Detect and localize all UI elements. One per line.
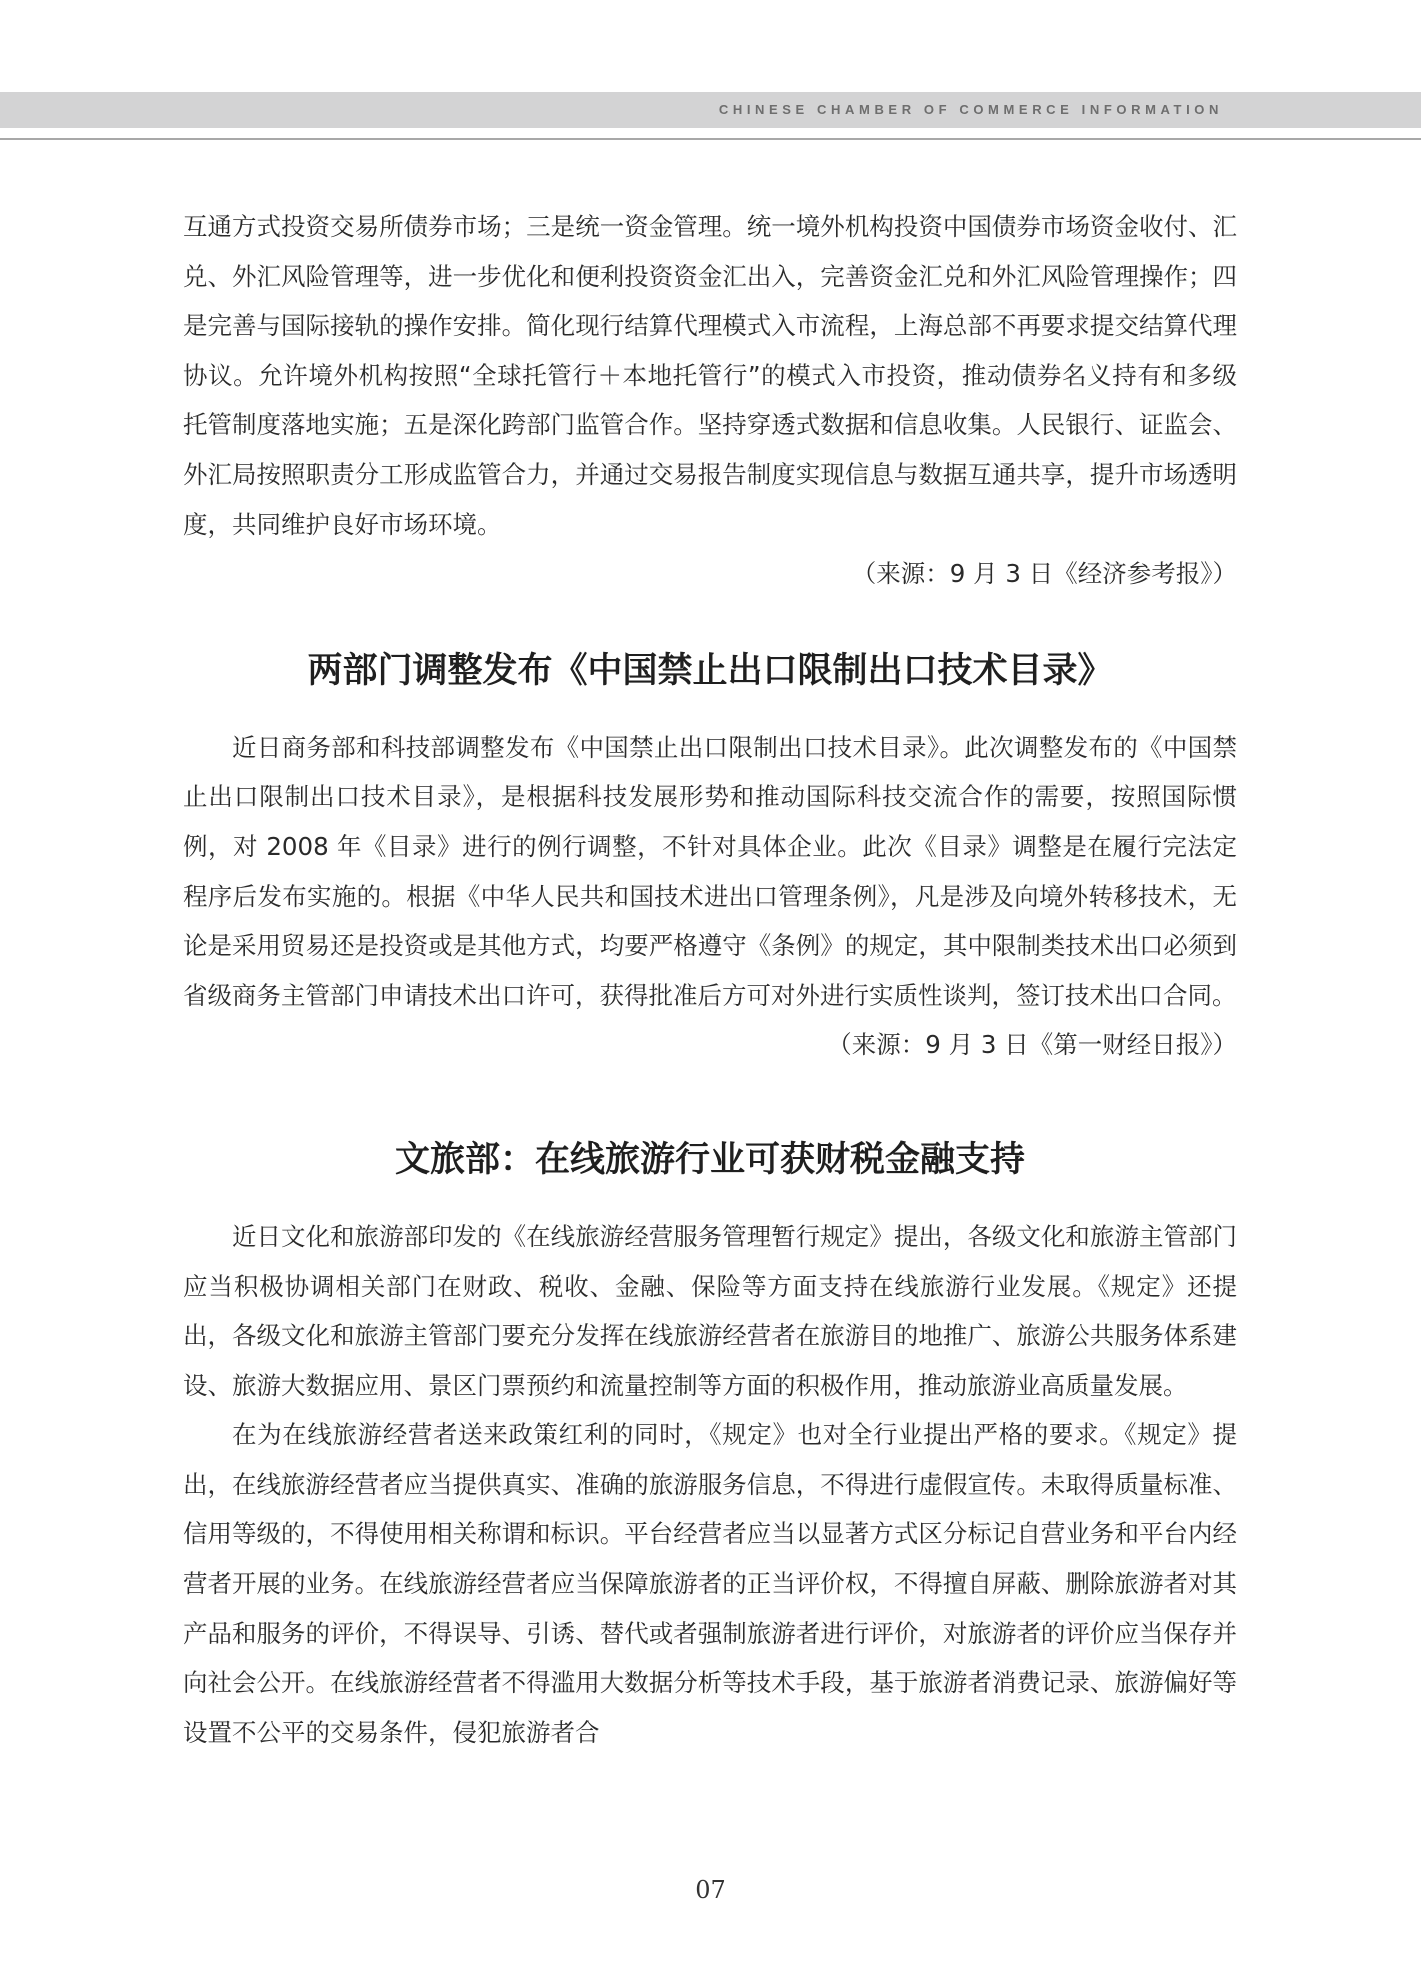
article2-body-text: 近日商务部和科技部调整发布《中国禁止出口限制出口技术目录》。此次调整发布的《中国禁止出口限制出口技术目录》，是根据科技发展形势和推动国际科技交流合作的需要，按照国际惯例，对 2008 年《目录》进行的例行调整，不针对具体企业。此次《目录》调整是在履行完法定程序后发布实施的。根据《中华人民共和国技术进出口管理条例》，凡是涉及向境外转移技术，无论是采用贸易还是投资或是其他方式，均要严格遵守《条例》的规定，其中限制类技术出口必须到省级商务主管部门申请技术出口许可，获得批准后方可对外进行实质性谈判，签订技术出口合同。 xyxy=(183,732,1237,1010)
article2-body xyxy=(183,723,1237,1060)
article1-continued-text: 互通方式投资交易所债券市场；三是统一资金管理。统一境外机构投资中国债券市场资金收付、汇兑、外汇风险管理等，进一步优化和便利投资资金汇出入，完善资金汇兑和外汇风险管理操作；四是完善与国际接轨的操作安排。简化现行结算代理模式入市流程，上海总部不再要求提交结算代理协议。允许境外机构按照“全球托管行＋本地托管行”的模式入市投资，推动债券名义持有和多级托管制度落地实施；五是深化跨部门监管合作。坚持穿透式数据和信息收集。人民银行、证监会、外汇局按照职责分工形成监管合力，并通过交易报告制度实现信息与数据互通共享，提升市场透明度，共同维护良好市场环境。 xyxy=(183,212,1237,539)
article2-body-wrap xyxy=(183,723,1237,1070)
header-divider xyxy=(0,138,1421,140)
publication-name: CHINESE CHAMBER OF COMMERCE INFORMATION xyxy=(718,102,1223,117)
article3-paragraph-1: 近日文化和旅游部印发的《在线旅游经营服务管理暂行规定》提出，各级文化和旅游主管部门应当积极协调相关部门在财政、税收、金融、保险等方面支持在线旅游行业发展。《规定》还提出，各级文化和旅游主管部门要充分发挥在线旅游经营者在旅游目的地推广、旅游公共服务体系建设、旅游大数据应用、景区门票预约和流量控制等方面的积极作用，推动旅游业高质量发展。 xyxy=(183,1221,1237,1400)
page-number: 07 xyxy=(695,1876,726,1904)
article1-source: （来源：9 月 3 日《经济参考报》） xyxy=(851,559,1237,589)
page-content xyxy=(183,202,1237,1757)
article2-source: （来源：9 月 3 日《第一财经日报》） xyxy=(827,1030,1237,1060)
article3-paragraph-2: 在为在线旅游经营者送来政策红利的同时，《规定》也对全行业提出严格的要求。《规定》提出，在线旅游经营者应当提供真实、准确的旅游服务信息，不得进行虚假宣传。未取得质量标准、信用等级的，不得使用相关称谓和标识。平台经营者应当以显著方式区分标记自营业务和平台内经营者开展的业务。在线旅游经营者应当保障旅游者的正当评价权，不得擅自屏蔽、删除旅游者对其产品和服务的评价，不得误导、引诱、替代或者强制旅游者进行评价，对旅游者的评价应当保存并向社会公开。在线旅游经营者不得滥用大数据分析等技术手段，基于旅游者消费记录、旅游偏好等设置不公平的交易条件，侵犯旅游者合 xyxy=(183,1420,1237,1747)
article2-title: 两部门调整发布《中国禁止出口限制出口技术目录》 xyxy=(307,650,1113,691)
article3-title: 文旅部：在线旅游行业可获财税金融支持 xyxy=(394,1139,1025,1180)
